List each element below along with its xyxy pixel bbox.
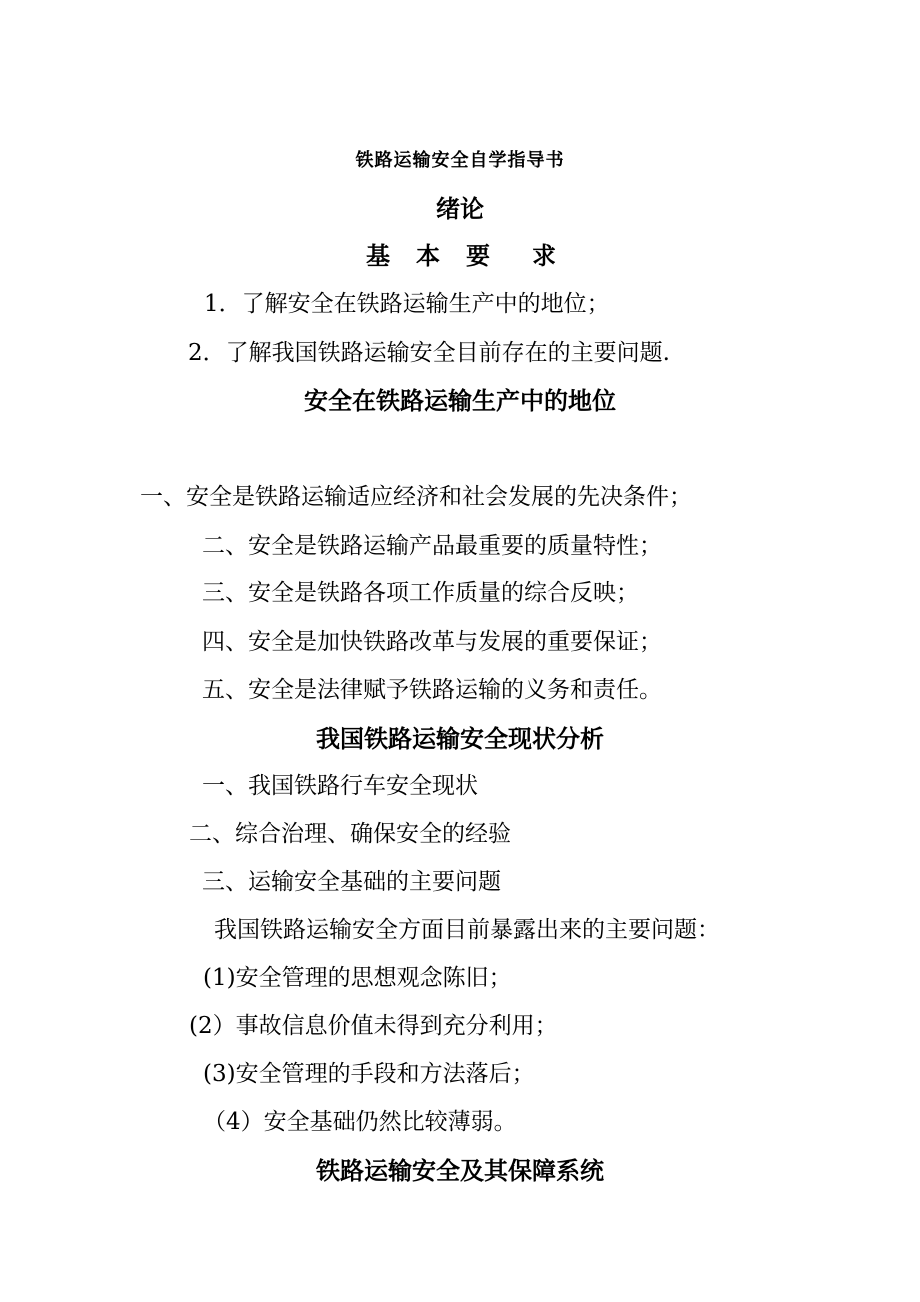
section-heading-safety-system: 铁路运输安全及其保障系统 [316,1156,604,1185]
requirement-item: 1．了解安全在铁路运输生产中的地位； [204,291,610,317]
problem-item: （4）安全基础仍然比较薄弱。 [203,1109,517,1135]
position-item: 五、安全是法律赋予铁路运输的义务和责任。 [202,677,662,703]
basic-requirements-char: 求 [532,241,556,270]
status-item: 三、运输安全基础的主要问题 [202,869,501,895]
basic-requirements-char: 本 [416,241,440,270]
document-title: 铁路运输安全自学指导书 [355,150,565,171]
problems-intro: 我国铁路运输安全方面目前暴露出来的主要问题： [214,917,720,943]
problem-item: (2）事故信息价值未得到充分利用； [189,1013,558,1039]
requirement-item: 2．了解我国铁路运输安全目前存在的主要问题. [188,340,670,366]
basic-requirements-char: 基 [366,241,390,270]
problem-item: (3)安全管理的手段和方法落后； [203,1061,535,1087]
position-item: 二、安全是铁路运输产品最重要的质量特性； [202,533,662,559]
status-item: 一、我国铁路行车安全现状 [202,773,478,799]
chapter-title: 绪论 [436,194,484,223]
position-item: 三、安全是铁路各项工作质量的综合反映； [202,580,639,606]
status-item: 二、综合治理、确保安全的经验 [189,821,511,847]
basic-requirements-char: 要 [466,241,490,270]
section-heading-status: 我国铁路运输安全现状分析 [316,724,604,753]
position-item: 一、安全是铁路运输适应经济和社会发展的先决条件； [140,484,692,510]
problem-item: (1)安全管理的思想观念陈旧； [203,965,512,991]
position-item: 四、安全是加快铁路改革与发展的重要保证； [202,629,662,655]
section-heading-position: 安全在铁路运输生产中的地位 [304,386,616,415]
basic-requirements-heading [366,241,556,270]
